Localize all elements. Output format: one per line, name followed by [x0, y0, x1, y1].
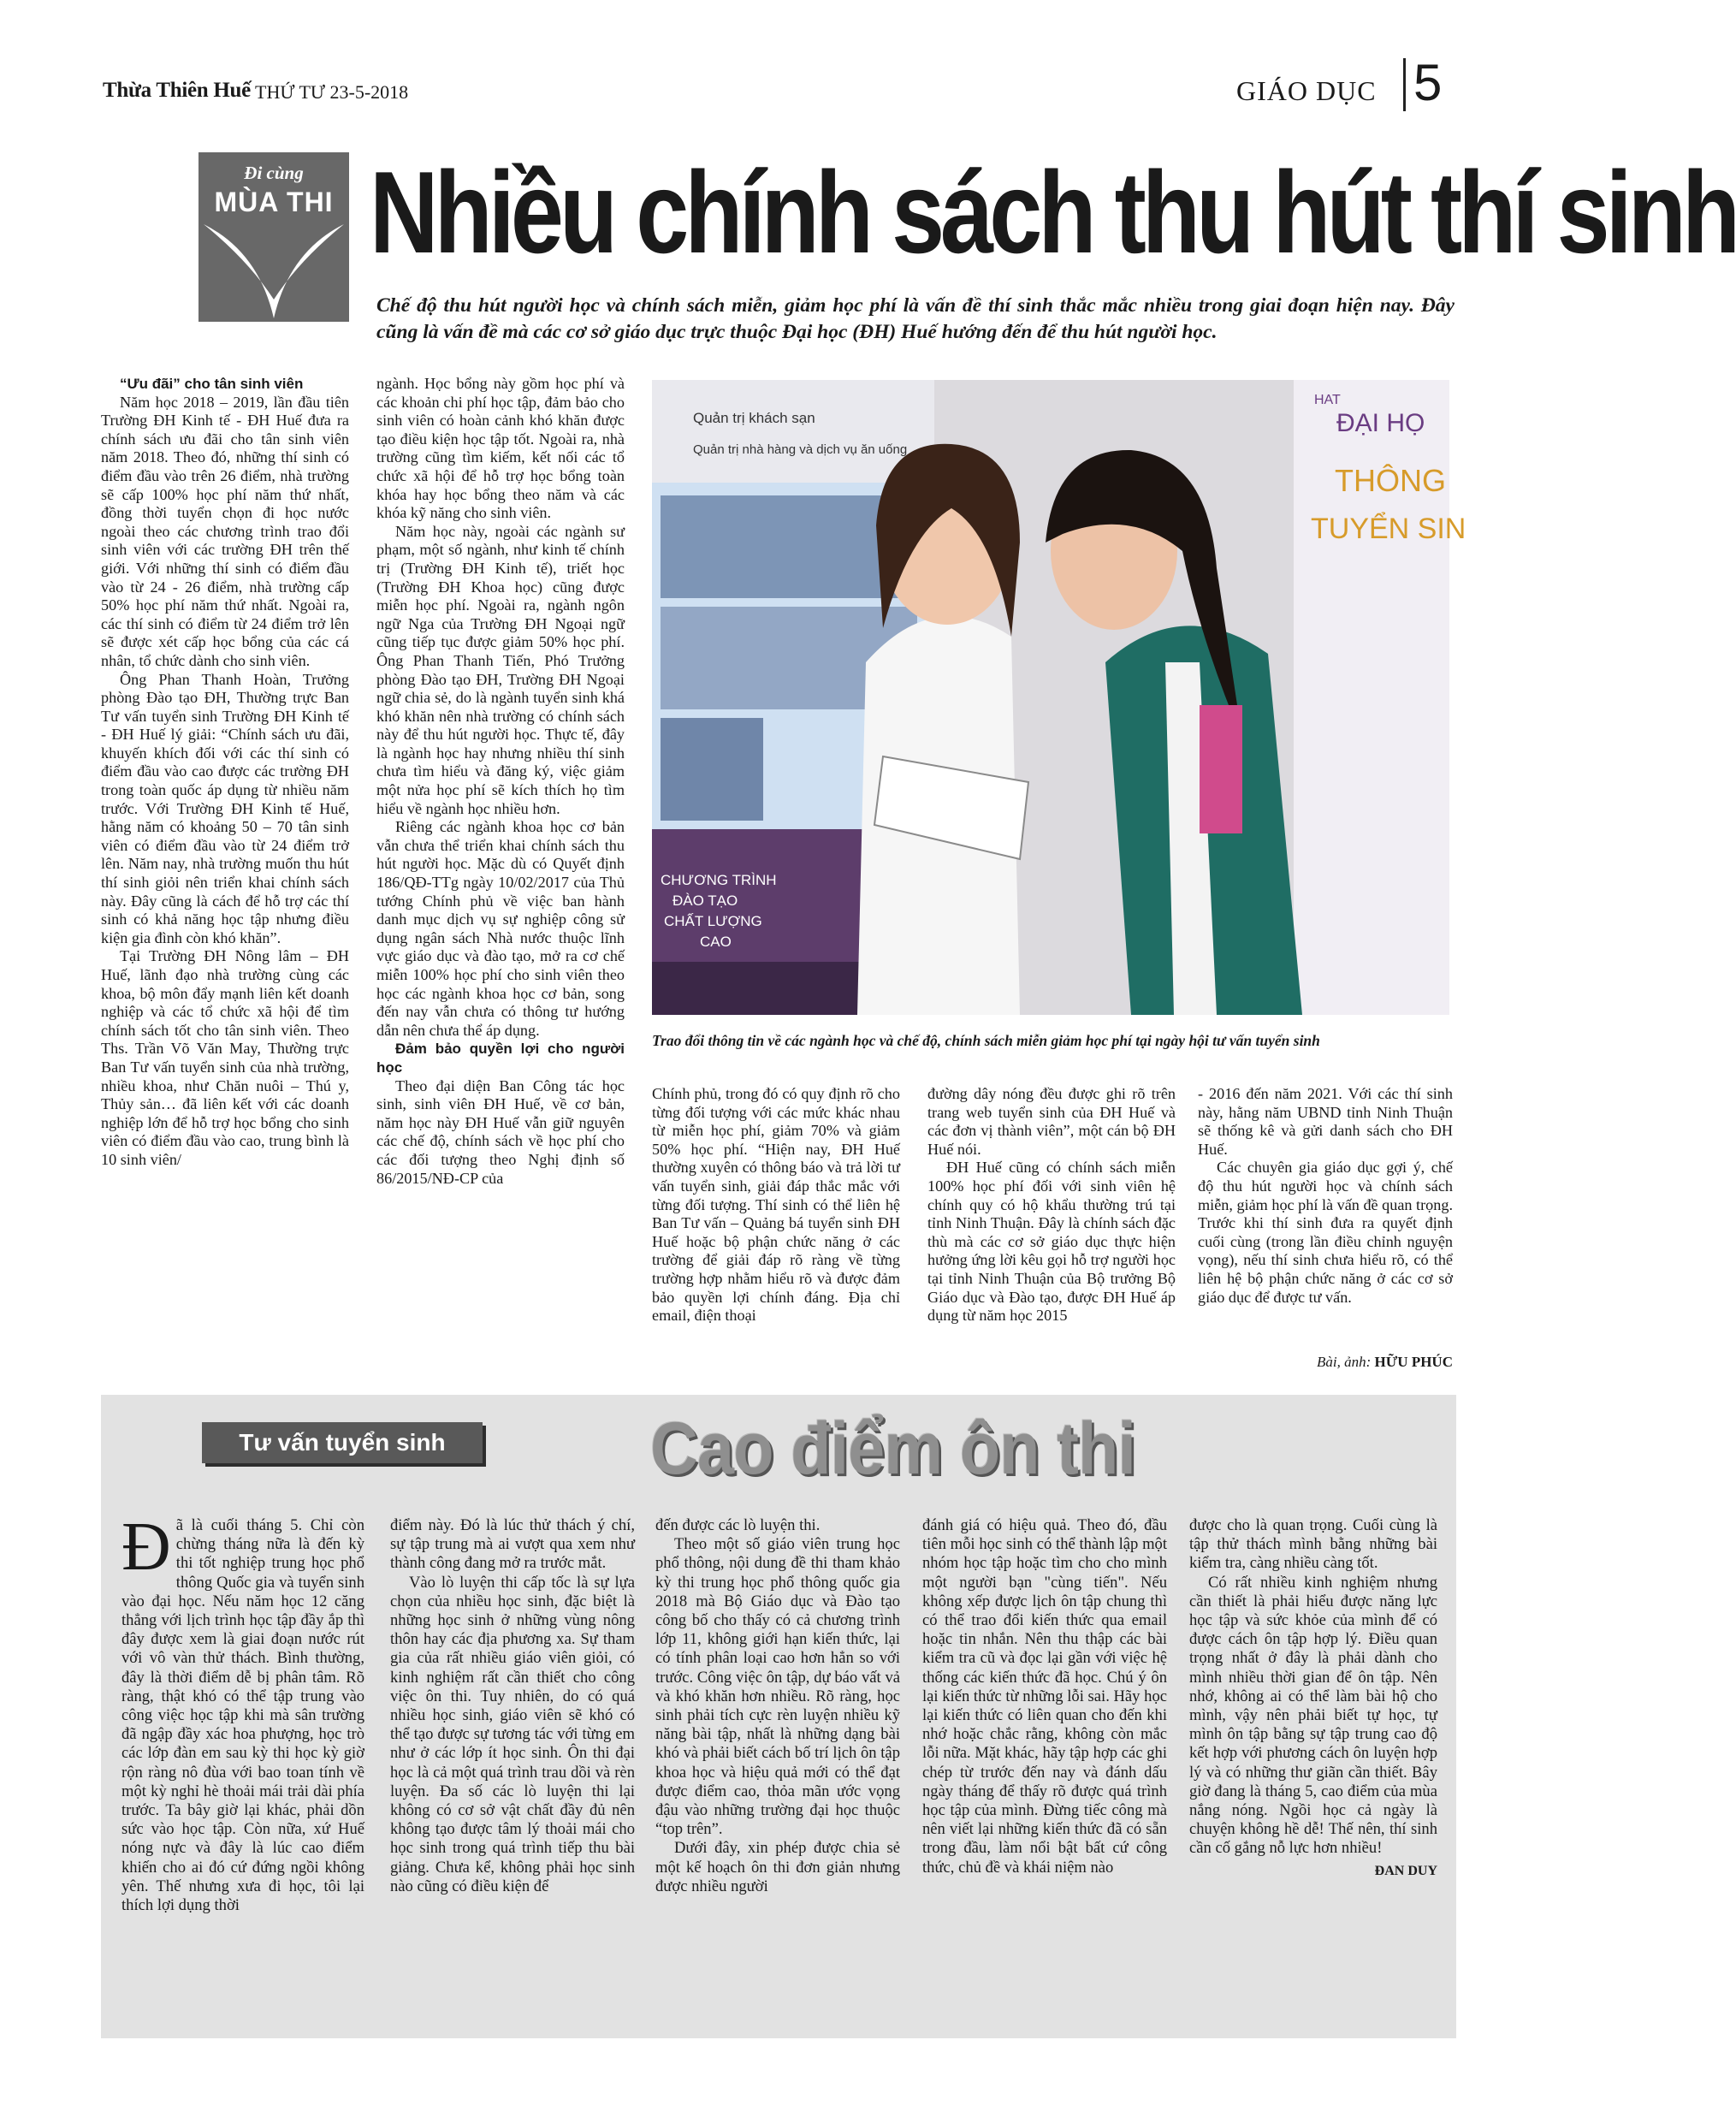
logo-swoosh-icon: [198, 217, 349, 322]
paragraph: Năm học này, ngoài các ngành sư phạm, một số ngành, như kinh tế chính trị (Trường ĐH Kinh tế), triết học (Trường ĐH Khoa học) cũng được miễn học phí. Ngoài ra, ngành ngôn ngữ Nga của Trường ĐH Ngoại ngữ cũng tiếp tục được giảm 50% học phí. Ông Phan Thanh Tiến, Phó Trưởng phòng Đào tạo ĐH, Trường ĐH Ngoại ngữ chia sẻ, do là ngành tuyển sinh khá khó khăn nên nhà trường có chính sách này để thu hút người học. Thực tế, đây là ngành học hay nhưng nhiều thí sinh chưa tìm hiểu và đăng ký, việc giảm một nửa học phí sẽ kích thích họ tìm hiểu về ngành học nhiều hơn.: [376, 522, 625, 817]
box-column-3: [655, 1516, 900, 1896]
paragraph: Năm học 2018 – 2019, lần đầu tiên Trường ĐH Kinh tế - ĐH Huế đưa ra chính sách ưu đãi cho tân sinh viên năm 2018. Theo đó, những thí sinh có điểm đầu vào trên 26 điểm, nhà trường sẽ cấp 100% học phí năm thứ nhất, đồng thời tuyển chọn đi học nước ngoài theo các chương trình trao đổi sinh viên với các trường ĐH trên thế giới. Với những thí sinh có điểm đầu vào từ 24 - 26 điểm, nhà trường cấp 50% học phí năm thứ nhất. Ngoài ra, các thí sinh có điểm từ 24 điểm trở lên sẽ được xét cấp học bổng của các cá nhân, tổ chức dành cho sinh viên.: [101, 393, 349, 669]
photo-sign-11: HAT: [1314, 393, 1341, 407]
paragraph: Có rất nhiều kinh nghiệm nhưng cần thiết là phải hiểu được năng lực học tập và sức khỏe của mình để có được cách ôn tập hợp lý. Điều quan trọng nhất ở đây là phải dành cho mình nhiều thời gian để ôn tập. Nên nhớ, không ai có thể làm bài hộ cho mình, vậy nên phải biết tự học, tự mình ôn tập bằng sự tập trung cao độ kết hợp với phương cách ôn luyện hợp lý và có những thư giãn cần thiết. Bây giờ đang là tháng 5, cao điểm của mùa nắng nóng. Ngồi học cả ngày là chuyện không hề dễ! Thế nên, thí sinh cần cố gắng nỗ lực hơn nhiều!: [1189, 1573, 1437, 1858]
photo-sign-1: Quản trị khách sạn: [693, 410, 815, 426]
article-column-1: [101, 375, 349, 1170]
paragraph: đánh giá có hiệu quả. Theo đó, đầu tiên mỗi học sinh có thể thành lập một nhóm học tập hoặc tìm cho cho mình một người bạn "cùng tiến". Nếu không xếp được lịch ôn tập chung thì có thể trao đổi kiến thức qua email hoặc tin nhắn. Nên thu thập các bài kiểm tra cũ và đọc lại gần với việc hệ thống các kiến thức đã học. Chú ý ôn lại kiến thức từ những lỗi sai. Hãy học lại kiến thức có liên quan cho đến khi nhớ hoặc chắc rằng, không còn mắc lỗi nữa. Mặt khác, hãy tập hợp các ghi chép từ trước đến nay và đánh dấu ngày tháng để thấy rõ được quá trình học tập của mình. Đừng tiếc công mà nên viết lại những kiến thức đã có sẵn trong đầu, làm nổi bật bất cứ công thức, chủ đề và khái niệm nào: [922, 1516, 1167, 1877]
paragraph: được cho là quan trọng. Cuối cùng là tập thử thách mình bằng những bài kiểm tra, càng nhiều càng tốt.: [1189, 1516, 1437, 1573]
box-column-1: [121, 1509, 364, 1915]
article-lead: Chế độ thu hút người học và chính sách miễn, giảm học phí là vấn đề thí sinh thắc mắc nhiều trong giai đoạn hiện nay. Đây cũng là vấn đề mà các cơ sở giáo dục trực thuộc Đại học (ĐH) Huế hướng đến để thu hút người học.: [376, 294, 1455, 343]
paragraph: Riêng các ngành khoa học cơ bản vẫn chưa thể triển khai chính sách thu hút người học. Mặc dù có Quyết định 186/QĐ-TTg ngày 10/02/2017 của Thủ tướng Chính phủ về việc ban hành danh mục dịch vụ sự nghiệp công sử dụng ngân sách Nhà nước thuộc lĩnh vực giáo dục và đào tạo, mở ra cơ chế miễn 100% học phí cho sinh viên theo học các ngành khoa học cơ bản, song đến nay vẫn chưa có thông tư hướng dẫn nên chưa thể áp dụng.: [376, 818, 625, 1039]
article-column-2: [376, 375, 625, 1188]
photo-sign-10: TUYỂN SIN: [1311, 513, 1466, 545]
byline-label: Bài, ảnh:: [1317, 1354, 1372, 1370]
photo-illustration: [652, 380, 1466, 1015]
paragraph: Tại Trường ĐH Nông lâm – ĐH Huế, lãnh đạo nhà trường cùng các khoa, bộ môn đẩy mạnh liên kết doanh nghiệp và các tổ chức xã hội để tìm chính sách tốt cho tân sinh viên. Theo Ths. Trần Võ Văn May, Thường trực Ban Tư vấn tuyển sinh của nhà trường, nhiều khoa, như Chăn nuôi – Thú y, Thủy sản… đã liên kết với các doanh nghiệp lớn để hỗ trợ học bổng cho sinh viên có điểm đầu vào cao, trung bình là 10 sinh viên/: [101, 947, 349, 1168]
byline-author: HỮU PHÚC: [1374, 1354, 1453, 1370]
paragraph: Các chuyên gia giáo dục gợi ý, chế độ thu hút người học và chính sách miễn, giảm học phí là vấn đề quan trọng. Trước khi thí sinh đưa ra quyết định cuối cùng (trong lần điều chỉnh nguyện vọng), nếu thí sinh chưa hiểu rõ, có thể liên hệ bộ phận chức năng ở các cơ sở giáo dục để được tư vấn.: [1198, 1159, 1453, 1306]
box-column-2: [390, 1516, 635, 1896]
photo-sign-6: CAO: [700, 934, 732, 950]
paragraph-text: ã là cuối tháng 5. Chỉ còn chừng tháng nữa là đến kỳ thi tốt nghiệp trung học phổ thông Quốc gia và tuyển sinh vào đại học. Nếu năm học 12 căng thẳng với lịch trình học tập đầy ắp thì đây được xem là giai đoạn nước rút với vô vàn thử thách. Bình thường, đây là thời điểm dễ bị phân tâm. Rõ ràng, thật khó có thể tập trung vào công việc học tập khi mà sân trường đã ngập đầy xác hoa phượng, học trò các lớp đàn em sau kỳ thi học kỳ giờ rộn ràng nô đùa với bao toan tính về một kỳ nghỉ hè thoải mái trải dài phía trước. Ta bây giờ lại khác, phải dồn sức vào học tập. Còn nữa, xứ Huế nóng nực và đây là lúc cao điểm khiến cho ai đó cứ đứng ngồi không yên. Thế nhưng xưa đi học, tôi lại thích lợi dụng thời: [121, 1516, 364, 1915]
paragraph: ĐH Huế cũng có chính sách miễn 100% học phí đối với sinh viên hệ chính quy có hộ khẩu thường trú tại tỉnh Ninh Thuận. Đây là chính sách đặc thù mà các cơ sở giáo dục thực hiện hưởng ứng lời kêu gọi hỗ trợ người học tại tỉnh Ninh Thuận của Bộ trưởng Bộ Giáo dục và Đào tạo, được ĐH Huế áp dụng từ năm học 2015: [927, 1159, 1176, 1325]
article-byline: [1198, 1354, 1453, 1371]
series-logo: [198, 152, 349, 322]
logo-line1: Đi cùng: [244, 163, 304, 183]
subheading: “Ưu đãi” cho tân sinh viên: [120, 376, 304, 392]
box-title: Cao điểm ôn thi: [650, 1408, 1135, 1490]
paragraph: Theo đại diện Ban Công tác học sinh, sinh viên ĐH Huế, về cơ bản, năm học này ĐH Huế vẫn giữ nguyên các chế độ, chính sách về học phí cho các đối tượng theo Nghị định số 86/2015/NĐ-CP của: [376, 1076, 625, 1187]
box-column-5: [1189, 1516, 1437, 1881]
paragraph: điểm này. Đó là lúc thử thách ý chí, sự tập trung mà ai vượt qua xem như thành công đang mở ra trước mắt.: [390, 1516, 635, 1573]
issue-date: THỨ TƯ 23-5-2018: [255, 81, 409, 103]
photo-sign-9: THÔNG: [1335, 463, 1446, 498]
newspaper-name: Thừa Thiên Huế: [103, 79, 251, 102]
article-column-3: [652, 1085, 900, 1325]
paragraph: - 2016 đến năm 2021. Với các thí sinh này, hằng năm UBND tỉnh Ninh Thuận sẽ thống kê và gửi danh sách cho ĐH Huế.: [1198, 1085, 1453, 1158]
photo-sign-5: CHẤT LƯỢNG: [664, 913, 762, 929]
section-name: GIÁO DỤC: [1236, 75, 1377, 106]
box-tag-label: Tư vấn tuyển sinh: [239, 1429, 446, 1456]
article-column-5: [1198, 1085, 1453, 1307]
paragraph: [121, 1509, 364, 1915]
page-number: 5: [1413, 54, 1443, 111]
subheading: Đảm bảo quyền lợi cho người học: [376, 1041, 625, 1076]
article-title: Nhiều chính sách thu hút thí sinh: [370, 147, 1736, 277]
box-column-4: [922, 1516, 1167, 1877]
logo-line2: MÙA THI: [214, 187, 334, 217]
paragraph: Ông Phan Thanh Hoàn, Trưởng phòng Đào tạo ĐH, Thường trực Ban Tư vấn tuyển sinh Trường ĐH Kinh tế - ĐH Huế lý giải: “Chính sách ưu đãi, khuyến khích đối với các thí sinh có điểm đầu vào cao được các trường ĐH trong toàn quốc áp dụng từ nhiều năm trước. Với Trường ĐH Kinh tế Huế, hằng năm có khoảng 50 – 70 tân sinh viên có điểm đầu vào từ 24 điểm trở lên. Năm nay, nhà trường muốn thu hút thí sinh giỏi nên triển khai chính sách này. Đây cũng là cách để hỗ trợ các thí sinh có khả năng học tập nhưng điều kiện gia đình còn khó khăn”.: [101, 670, 349, 946]
photo-sign-2: Quản trị nhà hàng và dịch vụ ăn uống: [693, 442, 908, 457]
drop-cap: Đ: [121, 1509, 171, 1585]
box-author: ĐAN DUY: [1374, 1863, 1437, 1878]
photo-sign-3: CHƯƠNG TRÌNH: [661, 872, 777, 888]
article-photo: [652, 380, 1466, 1015]
paragraph: đến được các lò luyện thi.: [655, 1516, 821, 1534]
photo-sign-4: ĐÀO TẠO: [672, 892, 738, 909]
paragraph: Dưới đây, xin phép được chia sẻ một kế hoạch ôn thi đơn giản nhưng được nhiều người: [655, 1839, 900, 1895]
box-section-tag: [202, 1422, 483, 1463]
article-column-4: [927, 1085, 1176, 1325]
paragraph: đường dây nóng đều được ghi rõ trên trang web tuyển sinh của ĐH Huế và các đơn vị thành viên”, một cán bộ ĐH Huế nói.: [927, 1085, 1176, 1158]
paragraph: Theo một số giáo viên trung học phổ thông, nội dung đề thi tham khảo kỳ thi trung học phổ thông quốc gia 2018 mà Bộ Giáo dục và Đào tạo công bố cho thấy có cả chương trình lớp 11, không giới hạn kiến thức, lại có tính phân loại cao hơn hẳn so với trước. Công việc ôn tập, dự báo vất vả và khó khăn hơn nhiều. Rõ ràng, học sinh phải tích cực rèn luyện nhiều kỹ năng bài tập, nhất là những dạng bài khó và phải biết cách bố trí lịch ôn tập khoa học và hiệu quả mới có thể đạt được điểm cao, thỏa mãn ước vọng đậu vào những trường đại học thuộc “top trên”.: [655, 1535, 900, 1839]
photo-sign-8: ĐẠI HỌ: [1336, 409, 1425, 437]
paragraph: Vào lò luyện thi cấp tốc là sự lựa chọn của nhiều học sinh, đặc biệt là những học sinh ở những vùng nông thôn hay các địa phương xa. Sự tham gia của rất nhiều giáo viên giỏi, có kinh nghiệm rất cần thiết cho công việc ôn thi. Tuy nhiên, do có quá nhiều học sinh, giáo viên sẽ khó có thể tạo được sự tương tác với từng em như ở các lớp ít học sinh. Ôn thi đại học là cả một quá trình trau dồi và rèn luyện. Đa số các lò luyện thi lại không có cơ sở vật chất đầy đủ nên không tạo được tâm lý thoải mái cho học sinh trong quá trình tiếp thu bài giảng. Chưa kể, không phải học sinh nào cũng có điều kiện để: [390, 1573, 635, 1895]
header-divider: [1403, 58, 1406, 111]
paragraph: ngành. Học bổng này gồm học phí và các khoản chi phí học tập, đảm bảo cho sinh viên có hoàn cảnh khó khăn được tạo điều kiện học tập tốt. Ngoài ra, nhà trường cũng tìm kiếm, kết nối các tổ chức xã hội để hỗ trợ học bổng toàn khóa hay học bổng theo năm và các khóa kỹ năng cho sinh viên.: [376, 375, 625, 522]
photo-caption: Trao đổi thông tin về các ngành học và chế độ, chính sách miễn giảm học phí tại ngày hội tư vấn tuyển sinh: [652, 1032, 1320, 1049]
paragraph: Chính phủ, trong đó có quy định rõ cho từng đối tượng với các mức khác nhau từ miễn học phí, giảm 70% và giảm 50% học phí. “Hiện nay, ĐH Huế thường xuyên có thông báo và trả lời tư vấn tuyển sinh, giải đáp thắc mắc với từng đối tượng. Thí sinh có thể liên hệ Ban Tư vấn – Quảng bá tuyển sinh ĐH Huế hoặc bộ phận chức năng ở các trường để giải đáp rõ ràng về từng trường hợp nhằm hiểu rõ và được đảm bảo quyền lợi chính đáng. Địa chỉ email, điện thoại: [652, 1085, 900, 1325]
